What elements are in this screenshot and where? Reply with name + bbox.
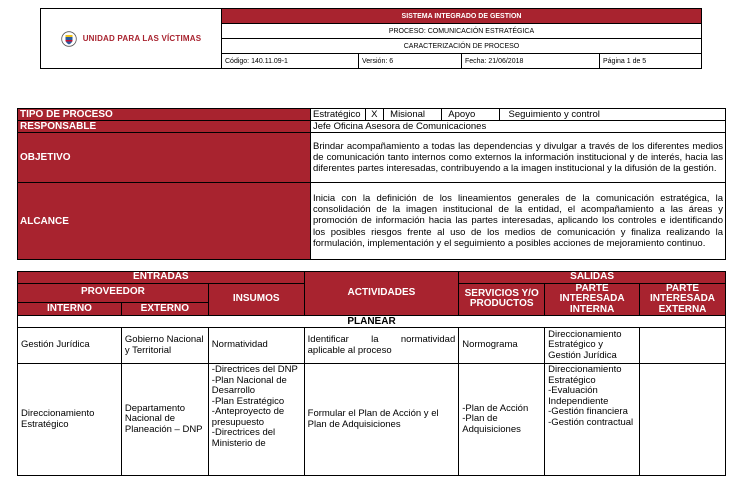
tipo-apoyo-check	[478, 109, 500, 120]
cell-parte-interna: Direccionamiento Estratégico -Evaluación Independiente -Gestión financiera -Gestión contractual	[545, 364, 640, 476]
process-info-table	[17, 108, 726, 260]
externo-header: EXTERNO	[121, 302, 208, 315]
document-code: Código: 140.11.09-1	[222, 54, 359, 69]
logo-text: UNIDAD PARA LAS VÍCTIMAS	[82, 34, 202, 43]
document-version: Versión: 6	[359, 54, 462, 69]
process-activities-table	[17, 271, 726, 476]
insumos-header: INSUMOS	[208, 283, 304, 316]
document-header	[40, 8, 702, 69]
cell-actividad: Identificar la normatividad aplicable al proceso	[304, 328, 459, 364]
cell-insumos: -Directrices del DNP -Plan Nacional de Desarrollo -Plan Estratégico -Anteproyecto de presupuesto -Directrices del Ministerio de	[208, 364, 304, 476]
coat-of-arms-icon	[61, 31, 77, 47]
tipo-strategic: Estratégico	[313, 109, 361, 120]
system-title: SISTEMA INTEGRADO DE GESTION	[222, 9, 702, 24]
document-date: Fecha: 21/06/2018	[462, 54, 600, 69]
cell-parte-interna: Direccionamiento Estratégico y Gestión Jurídica	[545, 328, 640, 364]
cell-externo: Departamento Nacional de Planeación – DNP	[121, 364, 208, 476]
section-planear: PLANEAR	[18, 316, 726, 328]
objetivo-value: Brindar acompañamiento a todas las dependencias y divulgar a través de los diferentes medios de comunicación tanto internos como externos la información institucional y de interés, hacia las diferentes partes interesadas, contribuyendo a la imagen institucional y la difusión de la gestión.	[311, 133, 726, 183]
page-number: Página 1 de 5	[600, 54, 702, 69]
alcance-label: ALCANCE	[18, 183, 311, 260]
salidas-header: SALIDAS	[459, 272, 726, 284]
responsable-value: Jefe Oficina Asesora de Comunicaciones	[311, 121, 726, 133]
cell-parte-externa	[640, 328, 726, 364]
entradas-header: ENTRADAS	[18, 272, 305, 284]
logo-cell	[41, 9, 222, 69]
process-title: PROCESO: COMUNICACIÓN ESTRATÉGICA	[222, 24, 702, 39]
cell-actividad: Formular el Plan de Acción y el Plan de Adquisiciones	[304, 364, 459, 476]
alcance-value: Inicia con la definición de los lineamientos generales de la comunicación estratégica, la consolidación de la imagen institucional de la entidad, el acompañamiento a las áreas y promoción de información hacia las partes interesadas, aplicando los controles e identificando los posibles riesgos frente al uso de los medios de comunicación y finaliza realizando la formulación, implementación y el seguimiento a posibles acciones de mejoramiento continuo.	[311, 183, 726, 260]
cell-externo: Gobierno Nacional y Territorial	[121, 328, 208, 364]
tipo-seguimiento: Seguimiento y control	[508, 109, 600, 120]
tipo-misional: Misional	[390, 109, 426, 120]
cell-interno: Direccionamiento Estratégico	[18, 364, 122, 476]
parte-interna-header: PARTE INTERESADA INTERNA	[545, 283, 640, 316]
objetivo-label: OBJETIVO	[18, 133, 311, 183]
tipo-label: TIPO DE PROCESO	[18, 109, 311, 121]
interno-header: INTERNO	[18, 302, 122, 315]
table-row	[18, 364, 726, 476]
document-type: CARACTERIZACIÓN DE PROCESO	[222, 39, 702, 54]
responsable-label: RESPONSABLE	[18, 121, 311, 133]
cell-parte-externa	[640, 364, 726, 476]
cell-interno: Gestión Jurídica	[18, 328, 122, 364]
tipo-strategic-check: X	[365, 109, 383, 120]
parte-externa-header: PARTE INTERESADA EXTERNA	[640, 283, 726, 316]
actividades-header: ACTIVIDADES	[304, 272, 459, 316]
table-row	[18, 328, 726, 364]
cell-servicios: Normograma	[459, 328, 545, 364]
proveedor-header: PROVEEDOR	[18, 283, 209, 302]
cell-servicios: -Plan de Acción -Plan de Adquisiciones	[459, 364, 545, 476]
servicios-header: SERVICIOS Y/O PRODUCTOS	[459, 283, 545, 316]
tipo-misional-check	[428, 109, 442, 120]
tipo-apoyo: Apoyo	[448, 109, 476, 120]
tipo-options	[311, 109, 726, 121]
cell-insumos: Normatividad	[208, 328, 304, 364]
